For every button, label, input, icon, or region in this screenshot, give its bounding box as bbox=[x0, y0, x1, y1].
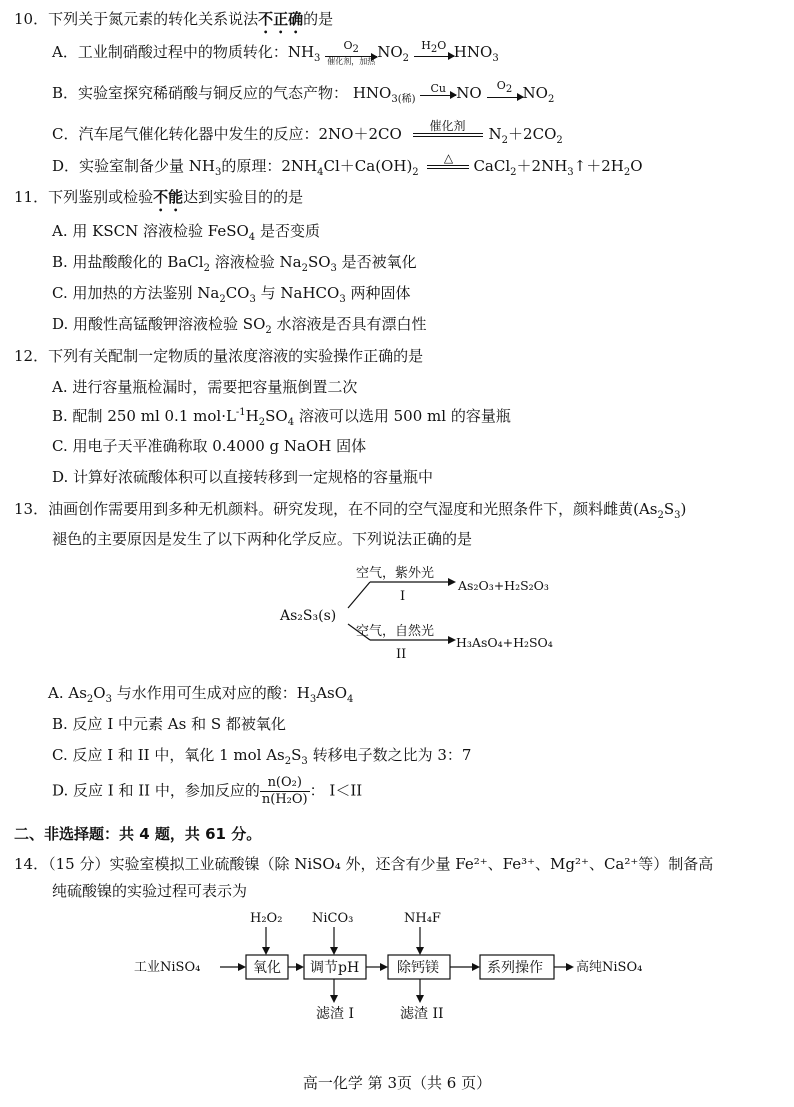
q11-b-5: SO bbox=[307, 253, 331, 271]
q13-option-c bbox=[52, 744, 471, 767]
q13-d-text: D. 反应 I 和 II 中，参加反应的 bbox=[52, 781, 260, 800]
q10-b-cu: Cu bbox=[430, 81, 447, 95]
q10-stem-text: 10．下列关于氮元素的转化关系说法 bbox=[14, 10, 259, 28]
q10-b-o2-sub: 2 bbox=[505, 84, 513, 96]
q13-option-d bbox=[52, 775, 362, 808]
flow-residue2: 滤渣 II bbox=[400, 1006, 444, 1022]
q10-b-sub: 3(稀) bbox=[391, 94, 416, 105]
q13-s3: S bbox=[663, 500, 675, 518]
q10-a-text: A．工业制硝酸过程中的物质转化：NH bbox=[52, 43, 315, 62]
page-footer: 高一化学 第 3页（共 6 页） bbox=[302, 1074, 492, 1092]
q10-a-h2o-sub: 2 bbox=[430, 43, 438, 55]
q10-d-text3: Cl＋Ca(OH) bbox=[323, 157, 413, 175]
q11-b-4: 2 bbox=[301, 263, 308, 274]
q11-b-2: 2 bbox=[203, 263, 210, 274]
q13-d-tail: ： I＜II bbox=[309, 781, 363, 800]
q13-s2: 2 bbox=[657, 510, 664, 521]
q11-option-d bbox=[52, 313, 427, 336]
q10-b-no2: NO bbox=[522, 84, 548, 102]
q10-c-prod2-sub: 2 bbox=[556, 135, 563, 146]
q13-option-b: B. 反应 I 中元素 As 和 S 都被氧化 bbox=[52, 715, 286, 733]
q10-a-arrow1 bbox=[325, 40, 377, 66]
q11-d-3: 水溶液是否具有漂白性 bbox=[271, 315, 427, 333]
q13-c-5: 转移电子数之比为 3：7 bbox=[307, 746, 472, 764]
q14-flowchart bbox=[130, 905, 690, 1030]
q13-s1: 13．油画创作需要用到多种无机颜料。研究发现，在不同的空气湿度和光照条件下，颜料雌黄(As bbox=[14, 500, 658, 518]
flow-reagent1: H₂O₂ bbox=[250, 911, 283, 926]
flow-step4: 系列操作 bbox=[487, 960, 543, 976]
q11-b-6: 3 bbox=[330, 263, 337, 274]
q10-a-h2o: H bbox=[421, 38, 431, 52]
q10-option-b bbox=[52, 79, 555, 105]
heat-icon: △ bbox=[443, 151, 454, 165]
q10-option-c bbox=[52, 120, 563, 150]
q11-c-7: 两种固体 bbox=[345, 284, 411, 302]
q10-d-prod3: ↑＋2H bbox=[573, 157, 624, 175]
q13-label1: I bbox=[400, 589, 406, 604]
q10-a-sub: 3 bbox=[314, 53, 321, 65]
q13-prod2: H₃AsO₄+H₂SO₄ bbox=[456, 635, 553, 650]
q10-a-hno3-sub: 3 bbox=[492, 53, 499, 65]
flow-residue1: 滤渣 I bbox=[316, 1006, 354, 1022]
q10-d-sub1: 3 bbox=[215, 167, 222, 178]
flow-step1: 氧化 bbox=[253, 960, 281, 976]
q11-c-1: C. 用加热的方法鉴别 Na bbox=[52, 284, 220, 302]
q10-emphasis: 不正确 bbox=[258, 10, 304, 28]
q10-a-h2o-o: O bbox=[437, 38, 447, 52]
q12-b-5: SO bbox=[265, 407, 288, 425]
q10-a-no2: NO bbox=[377, 43, 403, 62]
q11-a-1: A. 用 KSCN 溶液检验 FeSO bbox=[52, 222, 249, 240]
q11-option-c bbox=[52, 282, 410, 305]
q11-a-3: 是否变质 bbox=[255, 222, 320, 240]
q10-b-text: B．实验室探究稀硝酸与铜反应的气态产物： bbox=[52, 84, 349, 102]
q12-b-4: 2 bbox=[258, 417, 266, 428]
q13-a-4: 3 bbox=[105, 694, 112, 705]
q13-c-3: S bbox=[291, 746, 302, 764]
q13-label2: II bbox=[396, 647, 407, 662]
q11-emphasis: 不能 bbox=[153, 188, 184, 206]
q13-d-den: n(H₂O) bbox=[261, 792, 308, 807]
q10-d-prod2-sub: 3 bbox=[567, 167, 574, 178]
q10-b-no2-sub: 2 bbox=[547, 94, 555, 105]
q10-b-hno3: HNO bbox=[352, 84, 392, 102]
q10-d-sub2: 4 bbox=[317, 167, 324, 178]
q10-c-text: C．汽车尾气催化转化器中发生的反应：2NO＋2CO bbox=[52, 125, 402, 143]
q10-c-cat: 催化剂 bbox=[429, 119, 466, 133]
q10-option-d bbox=[52, 152, 643, 182]
q13-cond2: 空气，自然光 bbox=[356, 624, 435, 639]
q11-option-b bbox=[52, 251, 417, 274]
q13-a-6: 3 bbox=[309, 694, 317, 705]
q11-b-3: 溶液检验 Na bbox=[209, 253, 302, 271]
q11-d-2: 2 bbox=[265, 325, 272, 336]
q12-b-6: 4 bbox=[287, 417, 295, 428]
q13-d-num: n(O₂) bbox=[260, 775, 310, 792]
q13-prod1: As₂O₃+H₂S₂O₃ bbox=[458, 578, 549, 593]
q11-c-4: 3 bbox=[249, 294, 256, 305]
q12-stem: 12．下列有关配制一定物质的量浓度溶液的实验操作正确的是 bbox=[14, 347, 424, 365]
q13-reactant: As₂S₃(s) bbox=[280, 608, 337, 624]
q10-b-o2: O bbox=[496, 79, 506, 93]
q11-c-2: 2 bbox=[219, 294, 226, 305]
q13-a-5: 与水作用可生成对应的酸：H bbox=[111, 684, 310, 702]
q12-option-d: D. 计算好浓硫酸体积可以直接转移到一定规格的容量瓶中 bbox=[52, 468, 434, 486]
q11-c-5: 与 NaHCO bbox=[255, 284, 340, 302]
q10-stem-end: 的是 bbox=[303, 10, 334, 28]
q12-b-3: H bbox=[245, 407, 259, 425]
q13-reaction-diagram bbox=[270, 560, 590, 665]
q11-c-6: 3 bbox=[339, 294, 346, 305]
q13-d-fraction bbox=[260, 775, 310, 808]
q10-c-prod: N bbox=[488, 125, 502, 143]
q11-b-1: B. 用盐酸酸化的 BaCl bbox=[52, 253, 204, 271]
q10-d-prod3-sub: 2 bbox=[623, 167, 631, 178]
q12-b-1: B. 配制 250 ml 0.1 mol·L bbox=[52, 407, 236, 425]
q10-b-no: NO bbox=[456, 84, 482, 102]
q13-stem-line1 bbox=[14, 498, 686, 521]
q13-a-3: O bbox=[93, 684, 106, 702]
q11-stem-end: 达到实验目的的是 bbox=[183, 188, 304, 206]
flow-reagent2: NiCO₃ bbox=[312, 911, 354, 926]
q10-c-prod-sub: 2 bbox=[501, 135, 509, 146]
q13-a-8: 4 bbox=[347, 694, 354, 705]
q11-c-3: CO bbox=[225, 284, 250, 302]
q10-a-no2-sub: 2 bbox=[402, 53, 410, 65]
section-heading: 二、非选择题：共 4 题，共 61 分。 bbox=[14, 825, 262, 843]
q10-d-text: D．实验室制备少量 NH bbox=[52, 157, 216, 175]
q13-cond1: 空气，紫外光 bbox=[356, 566, 435, 581]
q10-d-prod2: ＋2NH bbox=[516, 157, 568, 175]
q10-option-a bbox=[52, 40, 499, 66]
q13-option-a bbox=[48, 682, 353, 705]
q10-c-prod2: ＋2CO bbox=[508, 125, 557, 143]
q11-d-1: D. 用酸性高锰酸钾溶液检验 SO bbox=[52, 315, 266, 333]
flow-step3: 除钙镁 bbox=[397, 960, 439, 976]
q10-a-arrow2 bbox=[414, 40, 454, 57]
q12-option-a: A. 进行容量瓶检漏时，需要把容量瓶倒置二次 bbox=[52, 378, 358, 396]
q10-d-prod4: O bbox=[630, 157, 643, 175]
q12-option-b bbox=[52, 405, 511, 428]
q14-stem-line2: 纯硫酸镍的实验过程可表示为 bbox=[52, 882, 248, 900]
q12-b-7: 溶液可以选用 500 ml 的容量瓶 bbox=[294, 407, 511, 425]
q11-option-a bbox=[52, 220, 320, 243]
q13-a-2: 2 bbox=[86, 694, 94, 705]
flow-reagent3: NH₄F bbox=[404, 911, 441, 926]
q10-d-prod-sub: 2 bbox=[510, 167, 517, 178]
q13-s4: 3 bbox=[674, 510, 681, 521]
q13-c-4: 3 bbox=[301, 756, 308, 767]
q13-c-1: C. 反应 I 和 II 中，氧化 1 mol As bbox=[52, 746, 285, 764]
q10-b-arrow2 bbox=[487, 80, 523, 97]
q13-s5: ) bbox=[680, 500, 687, 518]
q10-d-text2: 的原理：2NH bbox=[221, 157, 318, 175]
q13-stem-line2: 褪色的主要原因是发生了以下两种化学反应。下列说法正确的是 bbox=[52, 530, 473, 548]
q11-stem-text: 11．下列鉴别或检验 bbox=[14, 188, 154, 206]
q10-c-equals bbox=[413, 120, 483, 150]
q11-a-2: 4 bbox=[248, 232, 256, 243]
q11-b-7: 是否被氧化 bbox=[336, 253, 417, 271]
q10-a-cond: 催化剂，加热 bbox=[327, 57, 376, 67]
q10-b-arrow1 bbox=[420, 83, 456, 96]
q10-d-prod: CaCl bbox=[473, 157, 511, 175]
q10-a-o2: O bbox=[343, 39, 353, 52]
q10-stem bbox=[14, 8, 333, 37]
q14-stem-line1: 14．（15 分）实验室模拟工业硫酸镍（除 NiSO₄ 外，还含有少量 Fe²⁺、Fe³⁺、Mg²⁺、Ca²⁺等）制备高 bbox=[14, 855, 714, 873]
q13-a-1: A. As bbox=[48, 684, 87, 702]
q12-option-c: C. 用电子天平准确称取 0.4000 g NaOH 固体 bbox=[52, 437, 367, 455]
q12-b-2: -1 bbox=[235, 407, 246, 418]
flow-end: 高纯NiSO₄ bbox=[576, 960, 643, 975]
q10-d-sub3: 2 bbox=[412, 167, 419, 178]
q10-d-equals bbox=[427, 152, 469, 182]
flow-start: 工业NiSO₄ bbox=[134, 960, 201, 975]
q10-a-hno3: HNO bbox=[453, 43, 493, 62]
q10-a-o2-sub: 2 bbox=[352, 44, 359, 56]
q11-stem bbox=[14, 186, 303, 215]
flow-step2: 调节pH bbox=[310, 960, 360, 976]
q13-c-2: 2 bbox=[284, 756, 292, 767]
q13-a-7: AsO bbox=[316, 684, 348, 702]
